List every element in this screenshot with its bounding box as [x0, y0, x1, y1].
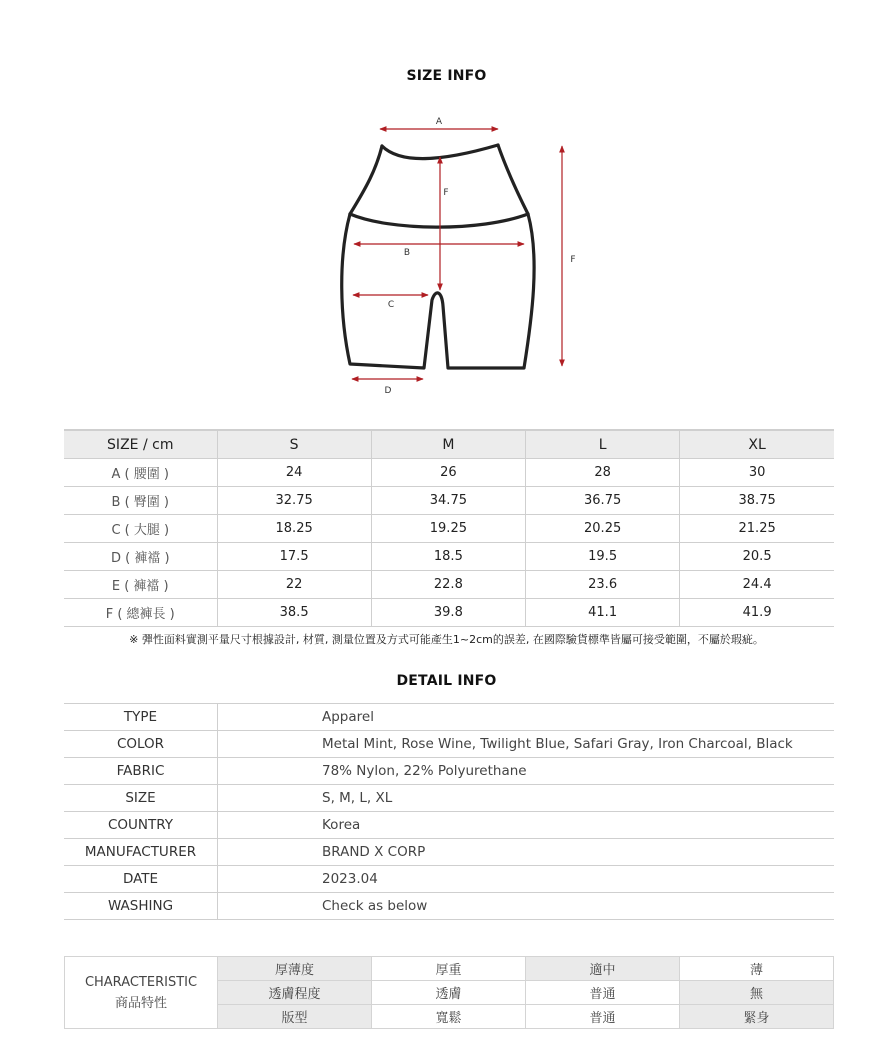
table-row	[64, 543, 834, 571]
detail-value: BRAND X CORP	[218, 839, 835, 866]
cell: 24	[217, 459, 371, 487]
detail-key: COUNTRY	[64, 812, 218, 839]
row-label: D ( 褲襠 )	[64, 543, 217, 571]
characteristic-name: 版型	[218, 1005, 372, 1029]
characteristic-option: 薄	[680, 957, 834, 981]
cell: 20.25	[526, 515, 680, 543]
cell: 32.75	[217, 487, 371, 515]
characteristic-option: 寬鬆	[372, 1005, 526, 1029]
characteristic-option: 透膚	[372, 981, 526, 1005]
detail-value: Korea	[218, 812, 835, 839]
detail-table	[64, 703, 834, 920]
characteristic-name: 厚薄度	[218, 957, 372, 981]
characteristic-option-selected: 緊身	[680, 1005, 834, 1029]
header-size-unit: SIZE / cm	[64, 430, 217, 459]
detail-row	[64, 839, 834, 866]
characteristic-option: 厚重	[372, 957, 526, 981]
detail-row	[64, 866, 834, 893]
characteristic-option-selected: 適中	[526, 957, 680, 981]
detail-key: MANUFACTURER	[64, 839, 218, 866]
label-a: A	[435, 117, 443, 127]
header-xl: XL	[680, 430, 834, 459]
table-row	[64, 599, 834, 627]
detail-row	[64, 731, 834, 758]
detail-info-title: DETAIL INFO	[396, 673, 497, 689]
cell: 23.6	[526, 571, 680, 599]
cell: 39.8	[371, 599, 525, 627]
cell: 19.25	[371, 515, 525, 543]
characteristic-option: 普通	[526, 981, 680, 1005]
detail-row	[64, 893, 834, 920]
characteristic-table	[64, 956, 834, 1029]
cell: 34.75	[371, 487, 525, 515]
size-info-title: SIZE INFO	[406, 68, 487, 84]
detail-value: S, M, L, XL	[218, 785, 835, 812]
detail-key: SIZE	[64, 785, 218, 812]
detail-value: Check as below	[218, 893, 835, 920]
label-f-inner: F	[443, 188, 449, 198]
cell: 38.75	[680, 487, 834, 515]
detail-value: Metal Mint, Rose Wine, Twilight Blue, Safari Gray, Iron Charcoal, Black	[218, 731, 835, 758]
label-b: B	[403, 248, 411, 258]
row-label: E ( 褲襠 )	[64, 571, 217, 599]
size-table-header	[64, 430, 834, 459]
cell: 21.25	[680, 515, 834, 543]
row-label: F ( 總褲長 )	[64, 599, 217, 627]
detail-value: 78% Nylon, 22% Polyurethane	[218, 758, 835, 785]
table-row	[64, 515, 834, 543]
cell: 30	[680, 459, 834, 487]
label-c: C	[387, 300, 395, 310]
cell: 19.5	[526, 543, 680, 571]
row-label: A ( 腰圍 )	[64, 459, 217, 487]
cell: 22	[217, 571, 371, 599]
characteristic-option: 普通	[526, 1005, 680, 1029]
size-table	[64, 429, 834, 627]
table-row	[64, 571, 834, 599]
cell: 26	[371, 459, 525, 487]
measurement-arrows	[352, 129, 562, 379]
detail-key: TYPE	[64, 704, 218, 731]
detail-value: Apparel	[218, 704, 835, 731]
cell: 24.4	[680, 571, 834, 599]
cell: 41.1	[526, 599, 680, 627]
cell: 18.25	[217, 515, 371, 543]
detail-value: 2023.04	[218, 866, 835, 893]
header-s: S	[217, 430, 371, 459]
detail-row	[64, 785, 834, 812]
label-f-outer: F	[570, 255, 576, 265]
row-label: B ( 臀圍 )	[64, 487, 217, 515]
detail-key: FABRIC	[64, 758, 218, 785]
cell: 36.75	[526, 487, 680, 515]
detail-key: COLOR	[64, 731, 218, 758]
characteristic-name: 透膚程度	[218, 981, 372, 1005]
table-row	[64, 459, 834, 487]
shorts-measurement-diagram	[330, 108, 590, 400]
cell: 28	[526, 459, 680, 487]
table-row	[64, 487, 834, 515]
detail-row	[64, 704, 834, 731]
measurement-note: ※ 彈性面料實測平量尺寸根據設計, 材質, 測量位置及方式可能產生1~2cm的誤差, 在國際驗貨標準皆屬可接受範圍，不屬於瑕疵。	[129, 633, 764, 646]
characteristic-option-selected: 無	[680, 981, 834, 1005]
characteristic-label-en: CHARACTERISTIC	[84, 974, 198, 990]
detail-key: WASHING	[64, 893, 218, 920]
detail-row	[64, 812, 834, 839]
header-l: L	[526, 430, 680, 459]
characteristic-label	[65, 957, 218, 1029]
cell: 41.9	[680, 599, 834, 627]
detail-row	[64, 758, 834, 785]
cell: 38.5	[217, 599, 371, 627]
cell: 18.5	[371, 543, 525, 571]
cell: 22.8	[371, 571, 525, 599]
shorts-outline	[342, 145, 534, 368]
detail-key: DATE	[64, 866, 218, 893]
cell: 17.5	[217, 543, 371, 571]
row-label: C ( 大腿 )	[64, 515, 217, 543]
characteristic-label-zh: 商品特性	[114, 995, 167, 1011]
cell: 20.5	[680, 543, 834, 571]
header-m: M	[371, 430, 525, 459]
characteristic-row	[65, 957, 834, 981]
label-d: D	[384, 386, 392, 396]
